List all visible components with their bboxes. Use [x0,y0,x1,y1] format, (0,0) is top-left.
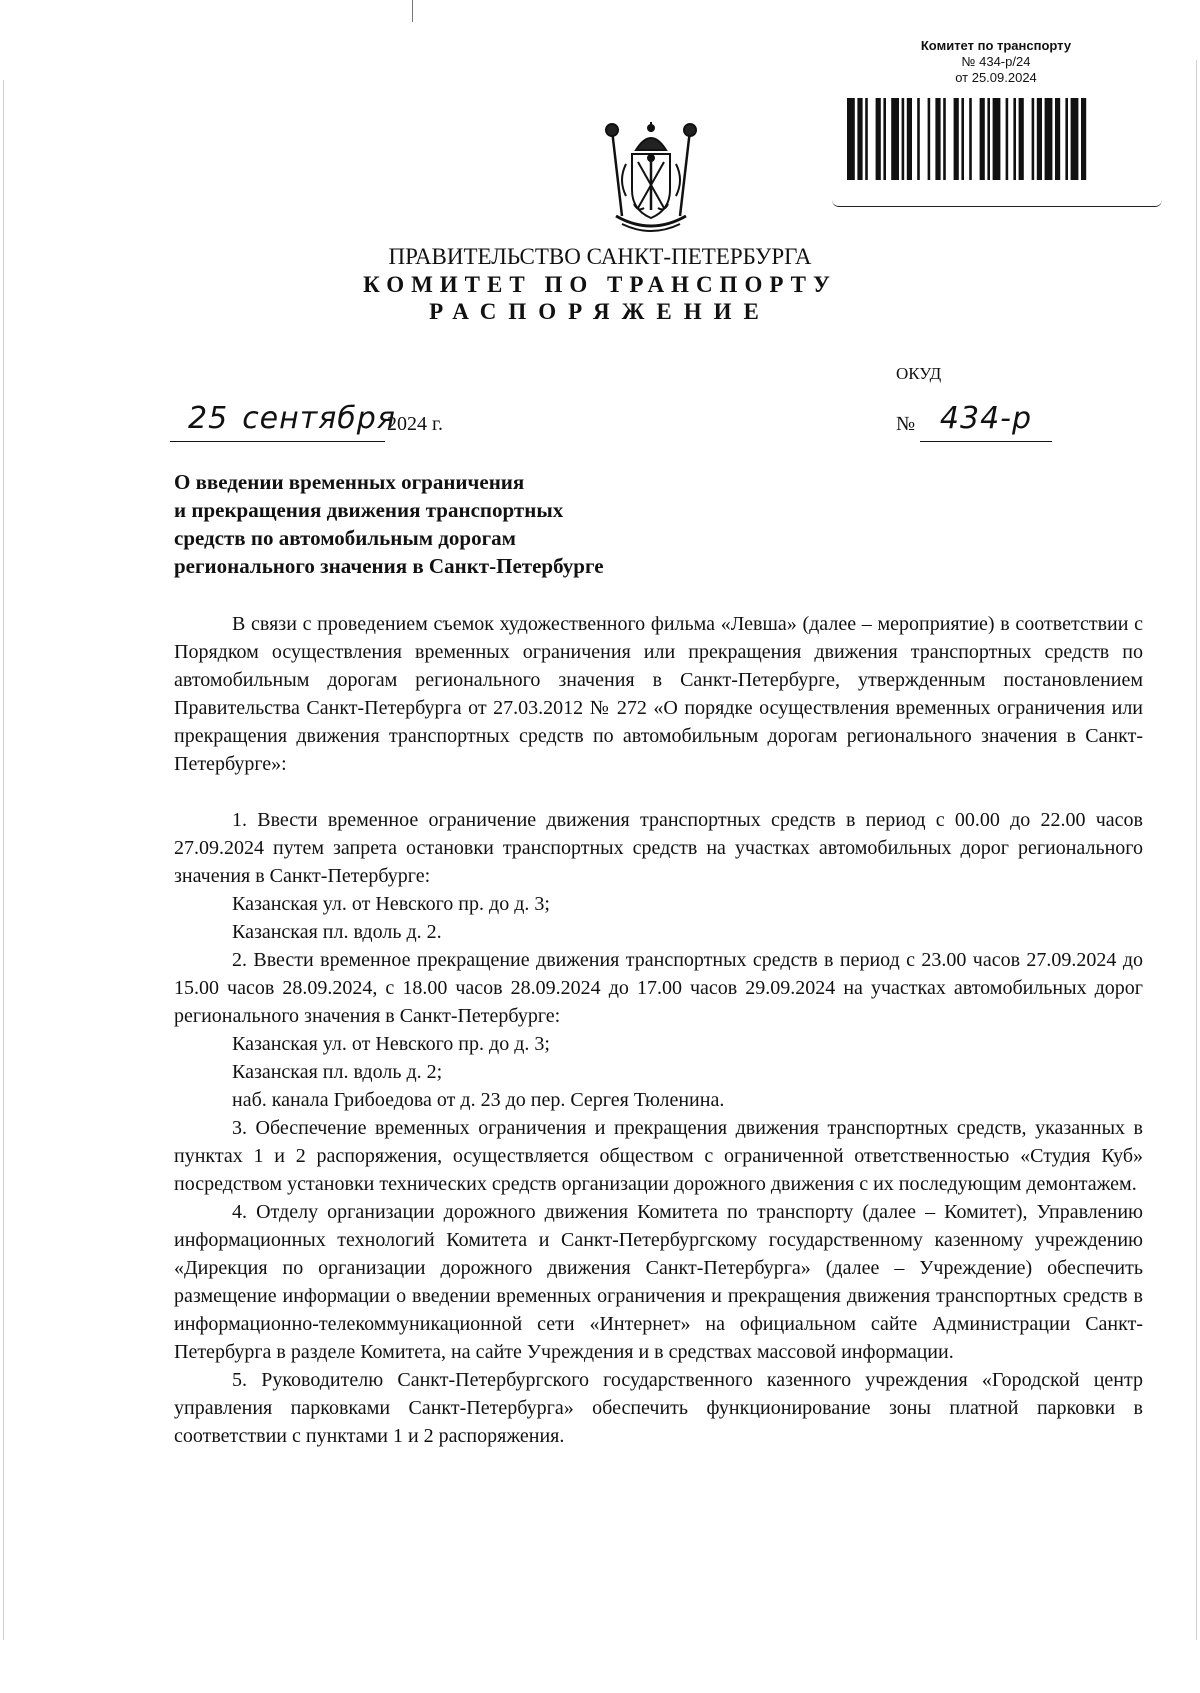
barcode-bar [876,98,881,180]
barcode-bar [891,98,899,180]
barcode-bar [1013,98,1016,180]
handwritten-number: 434-р [920,401,1052,442]
saint-petersburg-coat-of-arms-icon [592,120,710,236]
document-type-heading: РАСПОРЯЖЕНИЕ [429,299,771,324]
barcode-bar [987,98,990,180]
barcode-bar [980,98,985,180]
barcode-bar [954,98,959,180]
paragraph-1-item: Казанская пл. вдоль д. 2. [232,921,442,943]
paragraph-3: 3. Обеспечение временных ограничения и прекращения движения транспортных средств, указанных в пунктах 1 и 2 распоряжения, осуществляется обществом с ограниченной ответственностью «Студия Куб» посредством установки технических средств организации дорожного движения с их последующим демонтажем. [174,1117,1143,1195]
title-line: средств по автомобильным дорогам [174,526,516,550]
barcode-bar [943,98,946,180]
stamp-committee: Комитет по транспорту [920,38,1072,53]
barcode-bar [1071,98,1079,180]
document-body [174,610,1143,1450]
barcode-bar [883,98,886,180]
government-heading: ПРАВИТЕЛЬСТВО САНКТ-ПЕТЕРБУРГА [388,244,812,269]
barcode-bar [969,98,972,180]
number-sign: № [896,413,916,435]
barcode-bar [1045,98,1053,180]
paragraph-1: 1. Ввести временное ограничение движения транспортных средств в период с 00.00 до 22.00 часов 27.09.2024 путем запрета остановки транспортных средств на участках автомобильных дорог регионального значения в Санкт-Петербурге: [174,809,1143,887]
preamble-paragraph: В связи с проведением съемок художественного фильма «Левша» (далее – мероприятие) в соответствии с Порядком осуществления временных ограничения или прекращения движения транспортных средств по автомобильным дорогам регионального значения в Санкт-Петербурге, утвержденным постановлением Правительства Санкт-Петербурга от 27.03.2012 № 272 «О порядке осуществления временных ограничения или прекращения движения транспортных средств по автомобильным дорогам регионального значения в Санкт-Петербурге»: [174,613,1143,775]
okud-label: ОКУД [896,364,942,383]
document-title [174,468,734,580]
barcode-bar [961,98,964,180]
paragraph-1-item: Казанская ул. от Невского пр. до д. 3; [232,893,550,915]
barcode-bar [847,98,855,180]
title-line: и прекращения движения транспортных [174,498,564,522]
barcode-bar [928,98,931,180]
paragraph-2-item: Казанская пл. вдоль д. 2; [232,1061,443,1083]
stamp-number: № 434-р/24 [961,54,1031,69]
barcode-bar [1037,98,1042,180]
barcode-bar [935,98,940,180]
handwritten-date [170,401,396,442]
document-number [896,401,1056,445]
barcode-bar [993,98,1001,180]
committee-heading: КОМИТЕТ ПО ТРАНСПОРТУ [363,272,837,297]
barcode-bar [1006,98,1009,180]
title-line: О введении временных ограничения [174,470,525,494]
paragraph-4: 4. Отделу организации дорожного движения Комитета по транспорту (далее – Комитет), Управлению информационных технологий Комитета и Санкт-Петербургскому государственному казенному учреждению «Дирекция по организации дорожного движения Санкт-Петербурга» (далее – Учреждение) обеспечить размещение информации о введении временных ограничения и прекращения движения транспортных средств в информационно-телекоммуникационной сети «Интернет» на официальном сайте Администрации Санкт-Петербурга в разделе Комитета, на сайте Учреждения и в средствах массовой информации. [174,1201,1143,1363]
barcode-bar [917,98,920,180]
barcode-bar [865,98,868,180]
barcode-icon [847,98,1150,180]
barcode-bar [907,98,912,180]
scan-mark-top [412,0,413,22]
paragraph-2-item: наб. канала Грибоедова от д. 23 до пер. Сергея Тюленина. [232,1089,725,1111]
date-month: сентября [242,401,396,436]
barcode-bar [1019,98,1024,180]
date-year: 2024 г. [387,413,443,435]
barcode-bar [902,98,905,180]
date-day: 25 [188,401,229,436]
paragraph-2-item: Казанская ул. от Невского пр. до д. 3; [232,1033,550,1055]
barcode-bar [1032,98,1035,180]
stamp-underline [832,200,1162,207]
registration-stamp [836,38,1156,86]
paragraph-2: 2. Ввести временное прекращение движения транспортных средств в период с 23.00 часов 27.09.2024 до 15.00 часов 28.09.2024, с 18.00 часов 28.09.2024 до 17.00 часов 29.09.2024 на участках автомобильных дорог регионального значения в Санкт-Петербурге: [174,949,1143,1027]
barcode-bar [1065,98,1068,180]
barcode-bar [1081,98,1086,180]
barcode-bar [1055,98,1060,180]
title-line: регионального значения в Санкт-Петербурге [174,554,604,578]
paragraph-5: 5. Руководителю Санкт-Петербургского государственного казенного учреждения «Городской центр управления парковками Санкт-Петербурга» обеспечить функционирование зоны платной парковки в соответствии с пунктами 1 и 2 распоряжения. [174,1369,1143,1447]
barcode-bar [857,98,862,180]
stamp-date: от 25.09.2024 [955,70,1037,85]
scan-edge-right [1196,60,1197,1640]
scan-edge-left [3,80,4,1640]
